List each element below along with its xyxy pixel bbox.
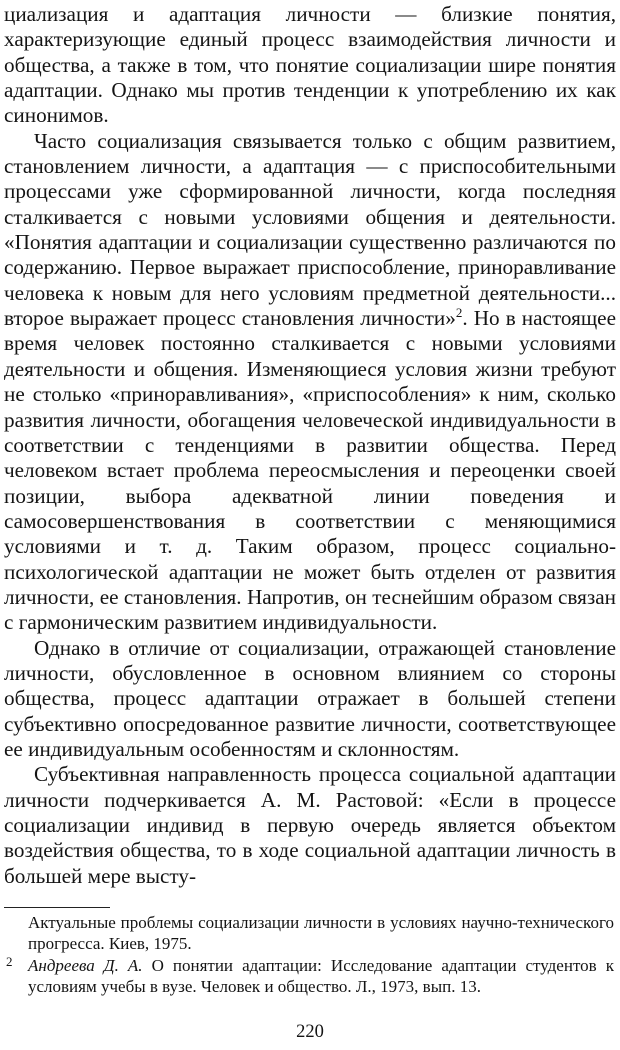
- paragraph: Однако в отличие от социализации, отражающей становление личности, обусловленное в основном влиянием со стороны общества, процесс адаптации отражает в большей степени субъективно опосредованное развитие личности, соответствующее ее индивидуальным особенностям и склонностям.: [4, 635, 616, 761]
- footnote-reference: 2: [455, 305, 463, 321]
- page-number: 220: [296, 1022, 324, 1042]
- main-text: [4, 2, 616, 889]
- paragraph: [4, 129, 616, 636]
- footnote: [6, 912, 614, 955]
- paragraph-text: Часто социализация связывается только с общим развитием, становлением личности, а адаптация — с приспособительными процессами уже сформированной личности, когда последняя сталкивается с новыми условиями общения и деятельности. «Понятия адаптации и социализации существенно различаются по содержанию. Первое выражает приспособление, приноравливание человека к новым для него условиям предметной деятельности... второе выражает процесс становления личности»: [4, 128, 616, 331]
- paragraph-continuation: циализация и адаптация личности — близкие понятия, характеризующие единый процесс взаимодействия личности и общества, а также в том, что понятие социализации шире понятия адаптации. Однако мы против тенденции к употреблению их как синонимов.: [4, 2, 616, 128]
- paragraph: Субъективная направленность процесса социальной адаптации личности подчеркивается А. М. Растовой: «Если в процессе социализации индивид в первую очередь является объектом воздействия общества, то в ходе социальной адаптации личность в большей мере высту-: [4, 762, 616, 888]
- footnote: 2 Андреева Д. А. О понятии адаптации: Исследование адаптации студентов к условиям учебы в вузе. Человек и общество. Л., 1973, вып. 13.: [6, 953, 614, 996]
- footnotes: [6, 912, 614, 997]
- paragraph-text: . Но в настоящее время человек постоянно сталкивается с новыми условиями деятельности и общения. Изменяющиеся условия жизни требуют не столько «приноравливания», «приспособления» к ним, сколько развития личности, обогащения человеческой индивидуальности в соответствии с тенденциями в развитии общества. Перед человеком встает проблема переосмысления и переоценки своей позиции, выбора адекватной линии поведения и самосовершенствования в соответствии с меняющимися условиями и т. д. Таким образом, процесс социально-психологической адаптации не может быть отделен от развития личности, ее становления. Напротив, он теснейшим образом связан с гармоническим развитием индивидуальности.: [4, 306, 616, 635]
- footnote-divider: [4, 907, 110, 908]
- footnote-text: О понятии адаптации: Исследование адаптации студентов к условиям учебы в вузе. Человек и общество. Л., 1973, вып. 13.: [28, 955, 614, 996]
- footnote-text: Актуальные проблемы социализации личности в условиях научно-технического прогресса. Киев, 1975.: [28, 913, 614, 954]
- footnote-author: Андреева Д. А.: [28, 955, 143, 975]
